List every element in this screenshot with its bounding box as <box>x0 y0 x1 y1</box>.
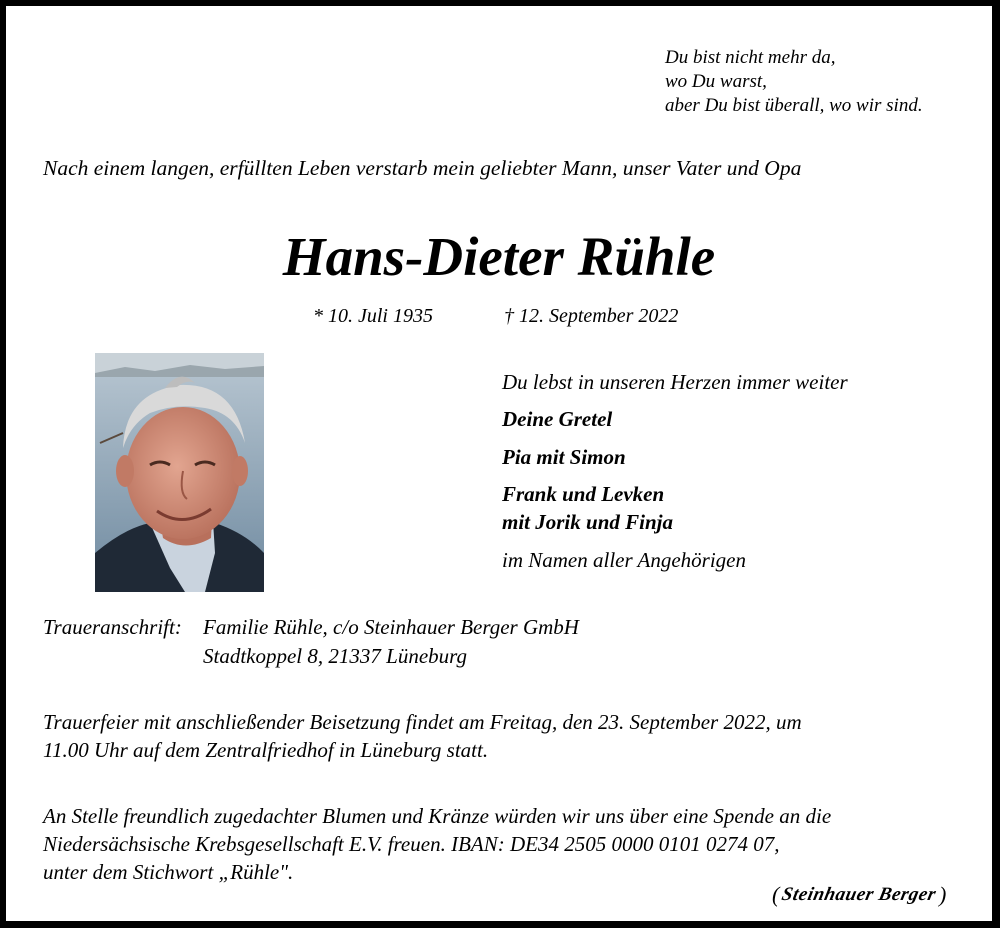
family-member: Pia mit Simon <box>502 445 626 469</box>
portrait-photo <box>95 353 264 592</box>
mourning-heading: Du lebst in unseren Herzen immer weiter <box>502 370 848 394</box>
address-label: Traueranschrift: <box>43 615 182 639</box>
poem <box>665 46 923 118</box>
poem-line: wo Du warst, <box>665 71 767 92</box>
poem-line: aber Du bist überall, wo wir sind. <box>665 95 923 116</box>
signature-text: Steinhauer Berger <box>780 884 939 905</box>
family-member: Deine Gretel <box>502 407 613 431</box>
funeral-info: Trauerfeier mit anschließender Beisetzung findet am Freitag, den 23. September 2022, um <box>43 710 802 734</box>
deceased-name: Hans-Dieter Rühle <box>282 226 716 287</box>
address-line: Stadtkoppel 8, 21337 Lüneburg <box>203 644 468 668</box>
donation-info: An Stelle freundlich zugedachter Blumen und Kränze würden wir uns über eine Spende an die <box>43 804 832 828</box>
donation-info: Niedersächsische Krebsgesellschaft E.V. freuen. IBAN: DE34 2505 0000 0101 0274 07, <box>43 832 780 856</box>
donation-info: unter dem Stichwort „Rühle". <box>43 860 294 884</box>
poem-line: Du bist nicht mehr da, <box>665 47 836 68</box>
intro-text: Nach einem langen, erfüllten Leben verstarb mein geliebter Mann, unser Vater und Opa <box>43 156 802 180</box>
obituary-notice <box>6 6 992 921</box>
birth-date: * 10. Juli 1935 <box>313 305 433 327</box>
funeral-home-signature <box>772 880 946 910</box>
death-date: † 12. September 2022 <box>504 305 679 327</box>
signature-paren-close: ) <box>939 882 947 907</box>
signature-paren-open: ( <box>772 882 780 907</box>
funeral-info: 11.00 Uhr auf dem Zentralfriedhof in Lüneburg statt. <box>43 738 489 762</box>
mourning-closing: im Namen aller Angehörigen <box>502 548 747 572</box>
address-line: Familie Rühle, c/o Steinhauer Berger GmbH <box>203 615 579 639</box>
family-member: mit Jorik und Finja <box>502 510 673 534</box>
family-member: Frank und Levken <box>502 482 665 506</box>
